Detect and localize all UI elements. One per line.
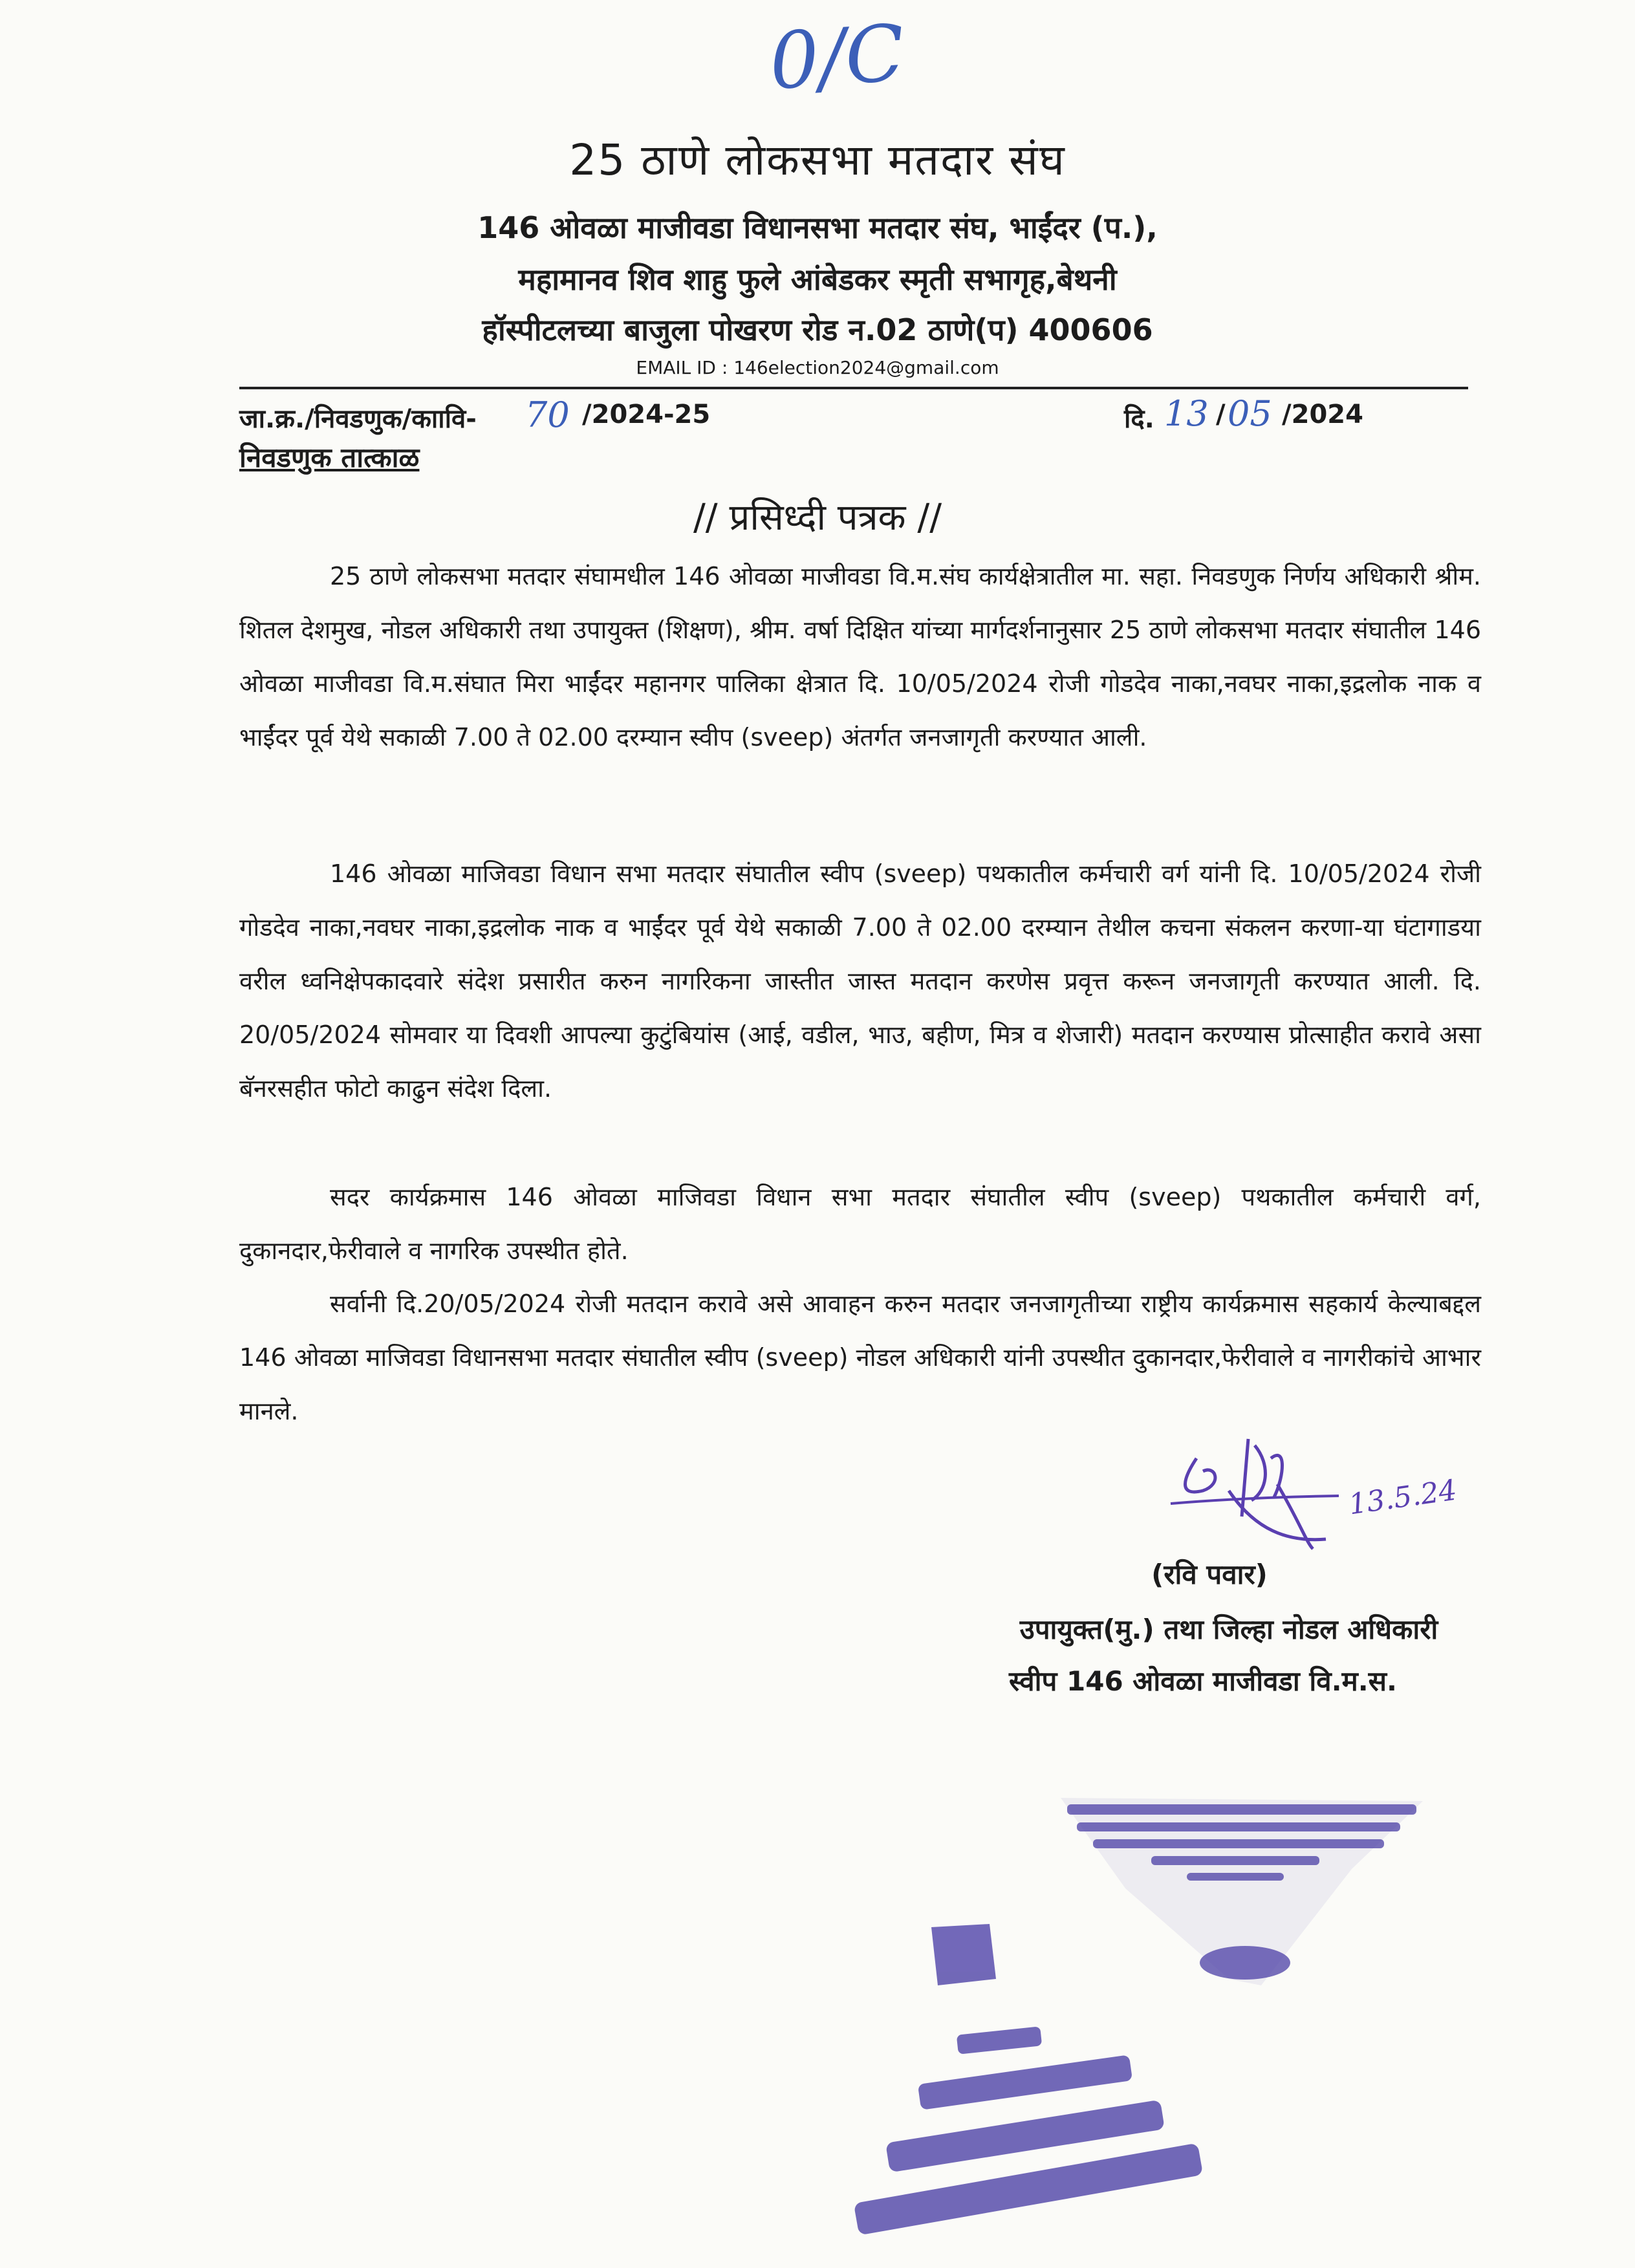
signatory-designation: उपायुक्त(मु.) तथा जिल्हा नोडल अधिकारी bbox=[1019, 1614, 1438, 1645]
signature-date-handwritten: 13.5.24 bbox=[1347, 1473, 1459, 1522]
date-month-handwritten: 05 bbox=[1228, 393, 1272, 434]
document-heading: // प्रसिध्दी पत्रक // bbox=[693, 497, 942, 539]
header-divider bbox=[239, 387, 1468, 389]
reference-suffix: /2024-25 bbox=[582, 400, 711, 429]
header-email: EMAIL ID : 146election2024@gmail.com bbox=[636, 357, 999, 378]
signatory-name: (रवि पवार) bbox=[1151, 1559, 1268, 1590]
reference-number-handwritten: 70 bbox=[525, 394, 570, 435]
header-address-line-2: महामानव शिव शाहु फुले आंबेडकर स्मृती सभागृह,बेथनी bbox=[518, 262, 1117, 297]
date-separator: / bbox=[1216, 400, 1226, 429]
header-address-line-1: 146 ओवळा माजीवडा विधानसभा मतदार संघ, भाईंदर (प.), bbox=[477, 210, 1158, 245]
date-prefix: दि. bbox=[1124, 404, 1154, 434]
body-paragraph-2: 146 ओवळा माजिवडा विधान सभा मतदार संघातील स्वीप (sveep) पथकातील कर्मचारी वर्ग यांनी दि. 10/05/2024 रोजी गोडदेव नाका,नवघर नाका,इद्रलोक नाक व भाईंदर पूर्व येथे सकाळी 7.00 ते 02.00 दरम्यान तेथील कचना संकलन करणा-या घंटागाडया वरील ध्वनिक्षेपकादवारे संदेश प्रसारीत करुन नागरिकना जास्तीत जास्त मतदान करणेस प्रवृत्त करून जनजागृती करण्यात आली. दि. 20/05/2024 सोमवार या दिवशी आपल्या कुटुंबियांस (आई, वडील, भाउ, बहीण, मित्र व शेजारी) मतदान करण्यास प्रोत्साहीत करावे असा बॅनरसहीत फोटो काढुन संदेश दिला. bbox=[239, 859, 1481, 1103]
receipt-stamp bbox=[821, 1914, 1222, 2251]
header-title: 25 ठाणे लोकसभा मतदार संघ bbox=[569, 135, 1066, 185]
priority-label: निवडणुक तात्काळ bbox=[239, 442, 420, 473]
reference-prefix: जा.क्र./निवडणुक/काावि- bbox=[239, 404, 477, 434]
body-paragraph-4: सर्वानी दि.20/05/2024 रोजी मतदान करावे असे आवाहन करुन मतदार जनजागृतीच्या राष्ट्रीय कार्यक्रमास सहकार्य केल्याबद्दल 146 ओवळा माजिवडा विधानसभा मतदार संघातील स्वीप (sveep) नोडल अधिकारी यांनी उपस्थीत दुकानदार,फेरीवाले व नागरीकांचे आभार मानले. bbox=[239, 1290, 1481, 1425]
signatory-unit: स्वीप 146 ओवळा माजीवडा वि.म.स. bbox=[1008, 1665, 1398, 1697]
handwritten-margin-note: 0/C bbox=[766, 8, 908, 108]
date-year: /2024 bbox=[1282, 400, 1363, 429]
handwritten-signature bbox=[1158, 1420, 1352, 1575]
body-paragraph-1: 25 ठाणे लोकसभा मतदार संघामधील 146 ओवळा माजीवडा वि.म.संघ कार्यक्षेत्रातील मा. सहा. निवडणुक निर्णय अधिकारी श्रीम. शितल देशमुख, नोडल अधिकारी तथा उपायुक्त (शिक्षण), श्रीम. वर्षा दिक्षित यांच्या मार्गदर्शनानुसार 25 ठाणे लोकसभा मतदार संघातील 146 ओवळा माजीवडा वि.म.संघात मिरा भाईंदर महानगर पालिका क्षेत्रात दि. 10/05/2024 रोजी गोडदेव नाका,नवघर नाका,इद्रलोक नाक व भाईंदर पूर्व येथे सकाळी 7.00 ते 02.00 दरम्यान स्वीप (sveep) अंतर्गत जनजागृती करण्यात आली. bbox=[239, 562, 1481, 751]
body-paragraph-3: सदर कार्यक्रमास 146 ओवळा माजिवडा विधान सभा मतदार संघातील स्वीप (sveep) पथकातील कर्मचारी वर्ग, दुकानदार,फेरीवाले व नागरिक उपस्थीत होते. bbox=[239, 1183, 1481, 1265]
header-address-line-3: हॉस्पीटलच्या बाजुला पोखरण रोड न.02 ठाणे(प) 400606 bbox=[482, 312, 1153, 347]
date-day-handwritten: 13 bbox=[1164, 393, 1209, 434]
